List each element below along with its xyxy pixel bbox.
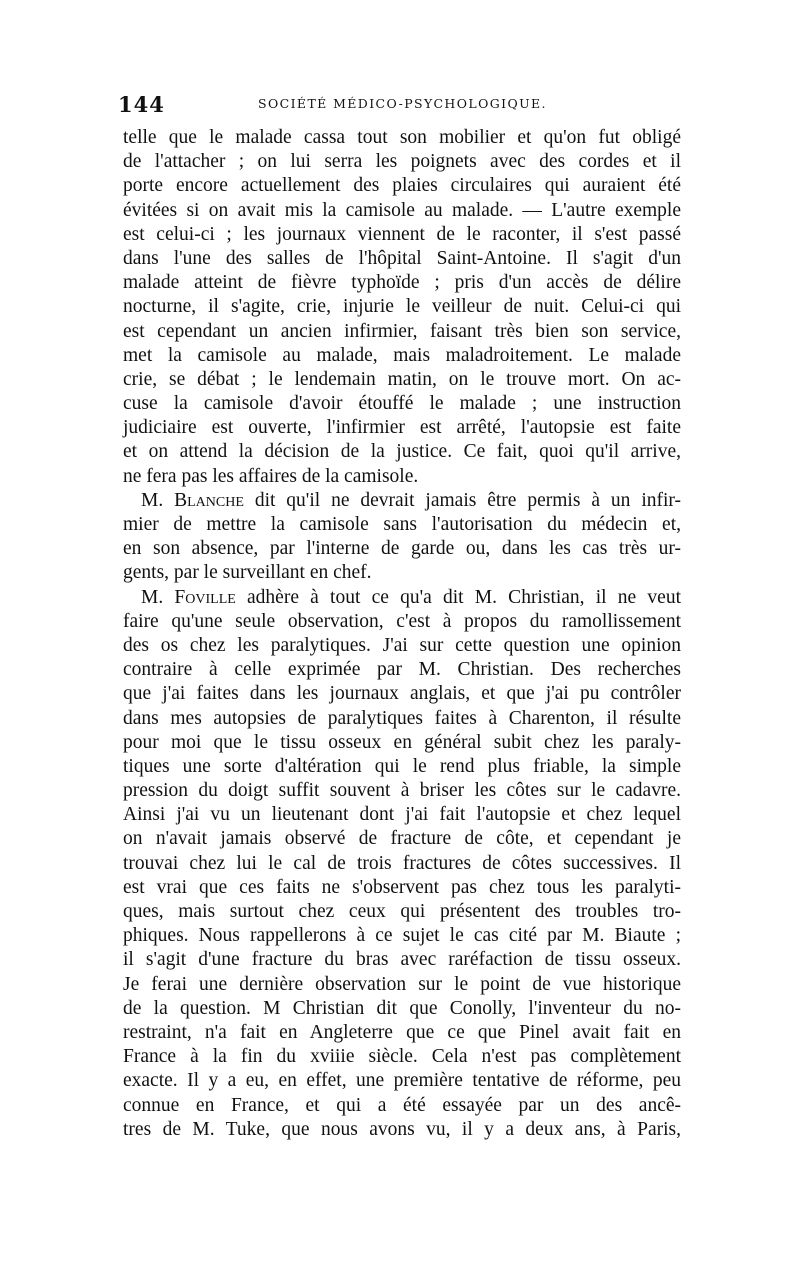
- line-text: adhère à tout ce qu'a dit M. Christian, il ne veut: [235, 586, 681, 608]
- line-text: porte encore actuellement des plaies circulaires qui auraient été: [123, 175, 681, 197]
- text-line: [123, 973, 681, 997]
- line-text: pour moi que le tissu osseux en général subit chez les paraly-: [123, 731, 681, 753]
- text-line: [123, 368, 681, 392]
- text-line: [123, 561, 681, 585]
- line-text: que j'ai faites dans les journaux anglais, et que j'ai pu contrôler: [123, 683, 681, 705]
- line-text: tres de M. Tuke, que nous avons vu, il y a deux ans, à Paris,: [123, 1118, 681, 1140]
- text-line: [123, 997, 681, 1021]
- text-line: [123, 295, 681, 319]
- line-text: judiciaire est ouverte, l'infirmier est arrêté, l'autopsie est faite: [123, 417, 681, 439]
- line-text: est celui-ci ; les journaux viennent de le raconter, il s'est passé: [123, 223, 681, 245]
- text-line: [123, 223, 681, 247]
- text-line: [123, 320, 681, 344]
- text-line: [123, 440, 681, 464]
- line-text: ne fera pas les affaires de la camisole.: [123, 465, 419, 487]
- line-text: France à la fin du xviiie siècle. Cela n'est pas complètement: [123, 1046, 681, 1068]
- line-text: telle que le malade cassa tout son mobilier et qu'on fut obligé: [123, 127, 681, 148]
- line-text: crie, se débat ; le lendemain matin, on le trouve mort. On ac-: [123, 368, 681, 390]
- line-text: est cependant un ancien infirmier, faisant très bien son service,: [123, 320, 681, 342]
- text-line: [123, 610, 681, 634]
- text-line: [123, 924, 681, 948]
- line-text: malade atteint de fièvre typhoïde ; pris d'un accès de délire: [123, 272, 681, 294]
- text-line: [123, 682, 681, 706]
- line-text: Ainsi j'ai vu un lieutenant dont j'ai fait l'autopsie et chez lequel: [123, 804, 681, 826]
- line-text: dans mes autopsies de paralytiques faites à Charenton, il résulte: [123, 707, 681, 729]
- page-header: [118, 92, 682, 118]
- text-line: [123, 876, 681, 900]
- text-line: [123, 1094, 681, 1118]
- line-text: faire qu'une seule observation, c'est à propos du ramollissement: [123, 610, 681, 632]
- line-text: gents, par le surveillant en chef.: [123, 562, 372, 584]
- line-text: met la camisole au malade, mais maladroitement. Le malade: [123, 344, 681, 366]
- text-line: [123, 707, 681, 731]
- line-text: de la question. M Christian dit que Conolly, l'inventeur du no-: [123, 997, 681, 1019]
- running-head: SOCIÉTÉ MÉDICO-PSYCHOLOGIQUE.: [258, 96, 547, 111]
- text-line: [123, 126, 681, 150]
- line-text: mier de mettre la camisole sans l'autorisation du médecin et,: [123, 514, 681, 535]
- line-text: on n'avait jamais observé de fracture de côte, et cependant je: [123, 828, 681, 850]
- line-text: dans l'une des salles de l'hôpital Saint-Antoine. Il s'agit d'un: [123, 247, 681, 269]
- text-line: [123, 948, 681, 972]
- body-text: [123, 126, 681, 1142]
- line-text: dit qu'il ne devrait jamais être permis à un infir-: [243, 489, 681, 511]
- line-text: il s'agit d'une fracture du bras avec raréfaction de tissu osseux.: [123, 949, 681, 971]
- text-line: [123, 247, 681, 271]
- text-line: [123, 634, 681, 658]
- line-text: et on attend la décision de la justice. Ce fait, quoi qu'il arrive,: [123, 441, 681, 463]
- line-text: des os chez les paralytiques. J'ai sur cette question une opinion: [123, 634, 681, 656]
- line-text: pression du doigt suffit souvent à briser les côtes sur le cadavre.: [123, 780, 681, 802]
- text-line: [123, 1045, 681, 1069]
- text-line: [123, 465, 681, 489]
- line-text: contraire à celle exprimée par M. Christian. Des recherches: [123, 659, 681, 681]
- text-line: [123, 1069, 681, 1093]
- line-text: restraint, n'a fait en Angleterre que ce que Pinel avait fait en: [123, 1021, 681, 1043]
- text-line: [123, 392, 681, 416]
- page-number: 144: [118, 92, 165, 117]
- text-line: [123, 731, 681, 755]
- text-line: [123, 779, 681, 803]
- text-line: [123, 1118, 681, 1142]
- line-text: Je ferai une dernière observation sur le point de vue historique: [123, 973, 681, 995]
- line-text: ques, mais surtout chez ceux qui présentent des troubles tro-: [123, 901, 681, 922]
- line-text: évitées si on avait mis la camisole au malade. — L'autre exemple: [123, 199, 681, 221]
- text-line: [123, 174, 681, 198]
- text-line: [123, 344, 681, 368]
- text-line: [123, 199, 681, 223]
- text-line: [123, 658, 681, 682]
- text-line: [123, 755, 681, 779]
- text-line: [123, 900, 681, 924]
- line-text: de l'attacher ; on lui serra les poignets avec des cordes et il: [123, 151, 681, 173]
- text-line: [123, 852, 681, 876]
- text-line: [123, 1021, 681, 1045]
- text-line: [123, 416, 681, 440]
- text-line: [123, 489, 681, 513]
- text-line: [123, 513, 681, 537]
- text-line: [123, 271, 681, 295]
- line-text: phiques. Nous rappellerons à ce sujet le cas cité par M. Biaute ;: [123, 925, 681, 947]
- text-line: [123, 150, 681, 174]
- line-text: nocturne, il s'agite, crie, injurie le veilleur de nuit. Celui-ci qui: [123, 296, 681, 318]
- speaker-name: M. Blanche: [141, 489, 244, 511]
- text-line: [123, 827, 681, 851]
- text-line: [123, 803, 681, 827]
- text-line: [123, 537, 681, 561]
- line-text: connue en France, et qui a été essayée par un des ancê-: [123, 1094, 681, 1116]
- text-line: [123, 586, 681, 610]
- line-text: exacte. Il y a eu, en effet, une première tentative de réforme, peu: [123, 1070, 681, 1092]
- line-text: cuse la camisole d'avoir étouffé le malade ; une instruction: [123, 393, 681, 415]
- line-text: tiques une sorte d'altération qui le rend plus friable, la simple: [123, 755, 681, 777]
- line-text: trouvai chez lui le cal de trois fractures de côtes successives. Il: [123, 852, 681, 874]
- line-text: en son absence, par l'interne de garde ou, dans les cas très ur-: [123, 538, 681, 560]
- speaker-name: M. Foville: [141, 586, 236, 608]
- line-text: est vrai que ces faits ne s'observent pas chez tous les paralyti-: [123, 876, 681, 898]
